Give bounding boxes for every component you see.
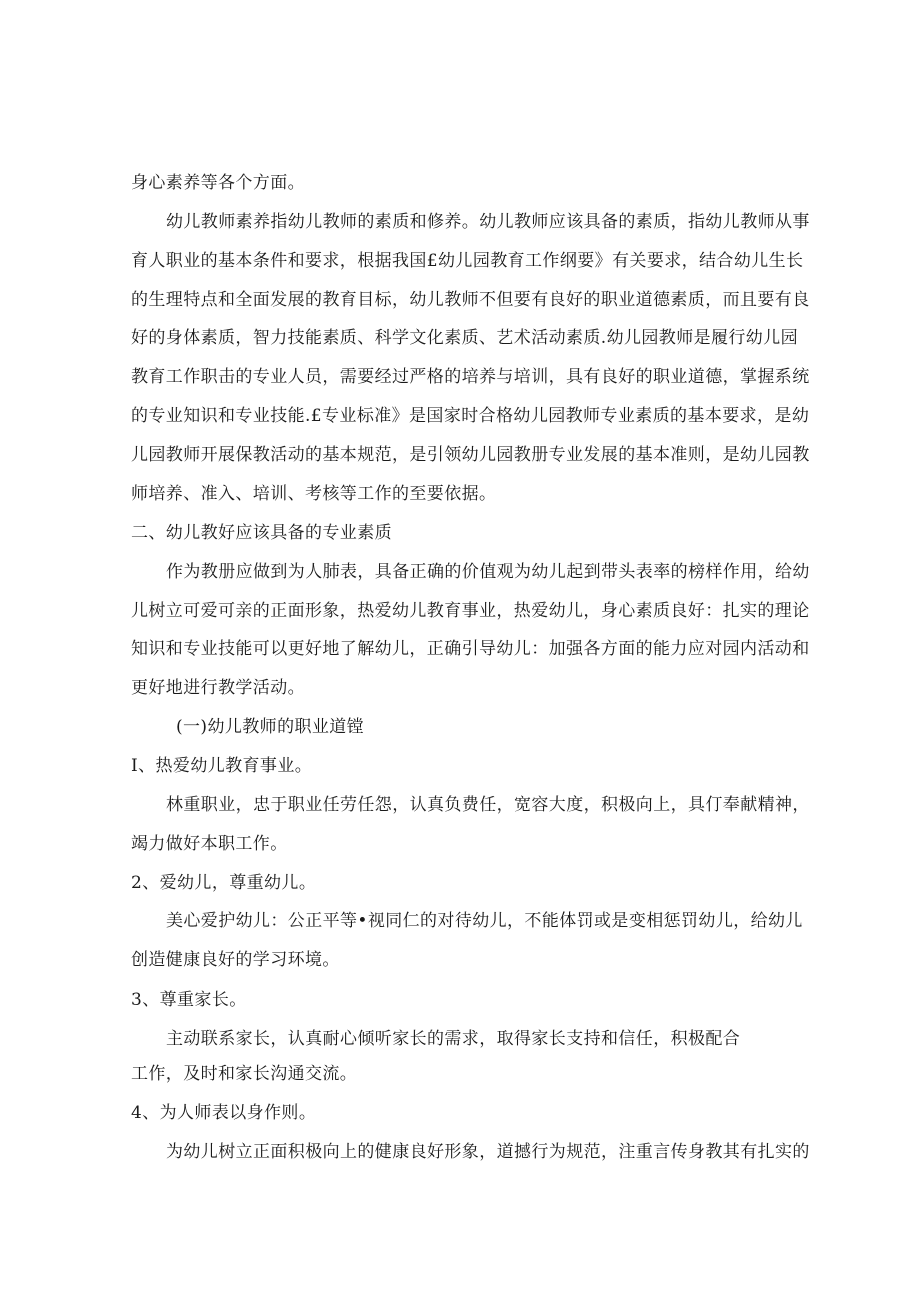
paragraph-line: 儿树立可爱可亲的正面形象，热爱幼儿教育事业，热爱幼儿，身心素质良好：扎实的理论 — [131, 601, 810, 621]
paragraph-line: 幼儿教师素养指幼儿教师的素质和修养。幼儿教师应该具备的素质，指幼儿教师从事 — [166, 212, 810, 232]
paragraph-line: 的专业知识和专业技能.£专业标准》是国家时合格幼儿园教师专业素质的基本要求，是幼 — [131, 406, 810, 426]
paragraph-line: 儿园教师开展保教活动的基本规范，是引领幼儿园教册专业发展的基本准则，是幼儿园教 — [131, 445, 810, 465]
subsection-heading: (一)幼儿教师的职业道镗 — [176, 717, 365, 737]
paragraph-line: 创造健康良好的学习环境。 — [131, 950, 340, 970]
list-heading: 4、为人师表以身作则。 — [131, 1103, 317, 1123]
paragraph-line: 知识和专业技能可以更好地了解幼儿，正确引导幼儿：加强各方面的能力应对园内活动和 — [131, 639, 810, 659]
paragraph-line: 主动联系家长，认真耐心倾听家长的需求，取得家长支持和信任，积极配合 — [166, 1029, 741, 1049]
section-heading: 二、幼儿教好应该具备的专业素质 — [131, 523, 392, 543]
paragraph-line: 为幼儿树立正面积极向上的健康良好形象，道撼行为规范，注重言传身教其有扎实的 — [166, 1142, 810, 1162]
paragraph-line: 育人职业的基本条件和要求，根据我国£幼儿园教育工作纲要》有关要求，结合幼儿生长 — [131, 251, 804, 271]
paragraph-line: 竭力做好本职工作。 — [131, 834, 288, 854]
paragraph-line: 师培养、准入、培训、考核等工作的至要依据。 — [131, 484, 497, 504]
paragraph-line: 工作，及时和家长沟通交流。 — [131, 1064, 358, 1084]
paragraph-line: 林重职业，忠于职业任劳任怨，认真负费任，宽容大度，积极向上，具仃奉献精神， — [166, 795, 810, 815]
paragraph-line: 作为教册应做到为人肺表，具备正确的价值观为幼儿起到带头表率的榜样作用，给幼 — [166, 562, 810, 582]
paragraph-line: 身心素养等各个方面。 — [131, 173, 305, 193]
paragraph-line: 教育工作职击的专业人员，需要经过严格的培养与培训，具有良好的职业道德，掌握系统 — [131, 367, 810, 387]
paragraph-line: 好的身体素质，智力技能素质、科学文化素质、艺术活动素质.幼儿园教师是履行幼儿园 — [131, 328, 799, 348]
paragraph-line: 的生理特点和全面发展的教育目标，幼儿教师不但要有良好的职业道德素质，而且要有良 — [131, 290, 810, 310]
paragraph-line: 美心爱护幼儿：公正平等•视同仁的对待幼儿，不能体罚或是变相惩罚幼儿，给幼儿 — [166, 911, 803, 931]
list-heading: I、热爱幼儿教育事业。 — [131, 756, 313, 776]
list-heading: 3、尊重家长。 — [131, 990, 247, 1010]
list-heading: 2、爱幼儿，尊重幼儿。 — [131, 873, 317, 893]
paragraph-line: 更好地进行教学活动。 — [131, 678, 305, 698]
